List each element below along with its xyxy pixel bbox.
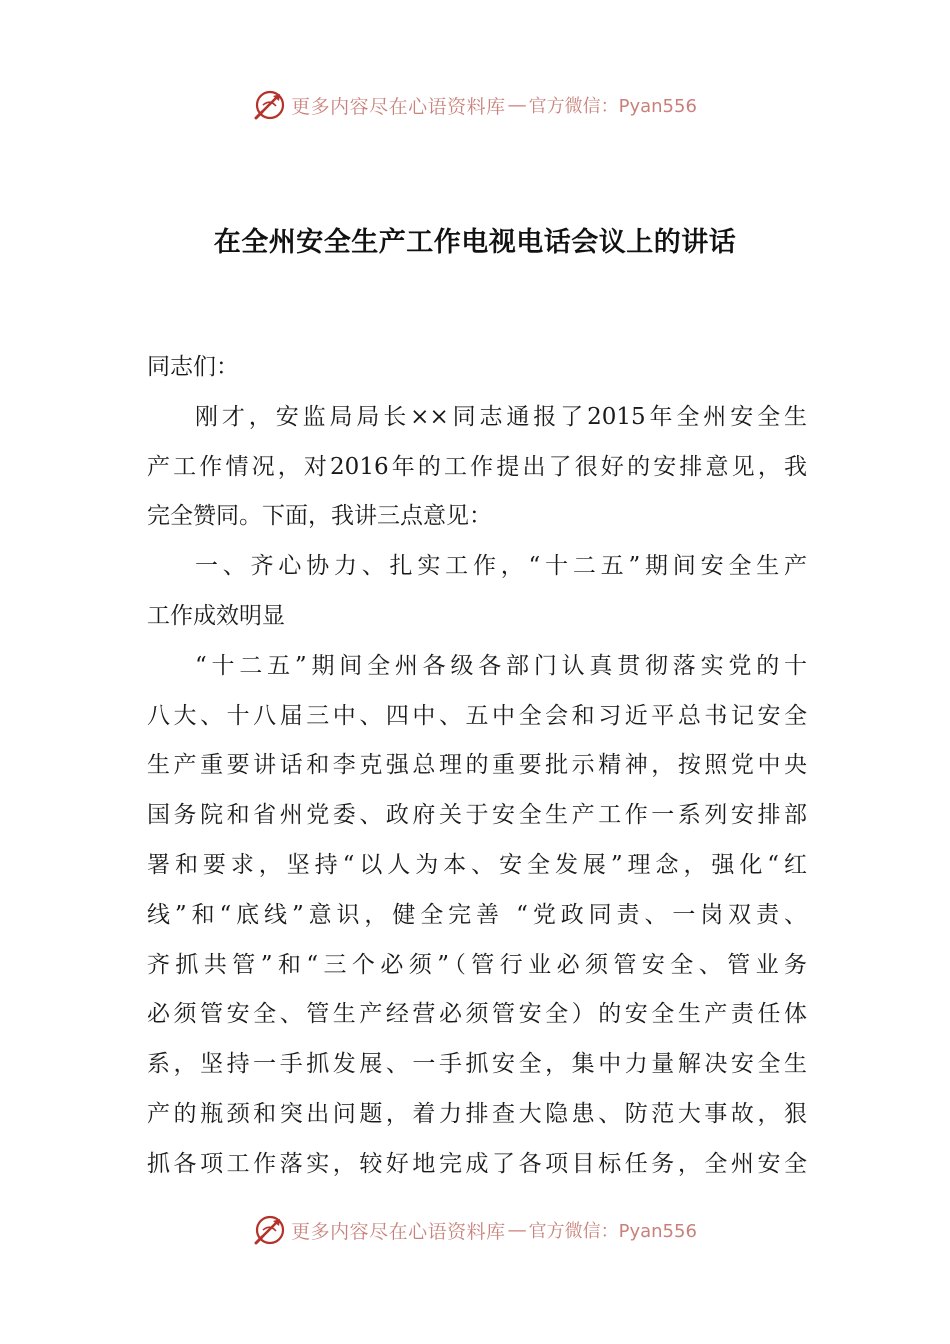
paragraph-line: 齐抓共管”和“三个必须”（管行业必须管安全、管业务 [147, 951, 807, 978]
footer-banner-sub: 官方微信：Pyan556 [528, 1221, 697, 1242]
header-banner-sub: 官方微信：Pyan556 [528, 96, 697, 117]
document-title: 在全州安全生产工作电视电话会议上的讲话 [213, 227, 737, 258]
footer-banner-main: 更多内容尽在心语资料库 [291, 1220, 506, 1243]
paragraph-line: 八大、十八届三中、四中、五中全会和习近平总书记安全 [147, 702, 807, 729]
paragraph-line: 产工作情况，对2016年的工作提出了很好的安排意见，我 [147, 453, 807, 480]
paragraph-line: 抓各项工作落实，较好地完成了各项目标任务，全州安全 [147, 1150, 807, 1177]
paragraph-line: “十二五”期间全州各级各部门认真贯彻落实党的十 [195, 652, 807, 679]
section-heading-line: 工作成效明显 [147, 602, 285, 629]
paragraph-line: 系，坚持一手抓发展、一手抓安全，集中力量解决安全生 [147, 1051, 807, 1078]
salutation: 同志们： [147, 354, 239, 380]
paragraph-line: 国务院和省州党委、政府关于安全生产工作一系列安排部 [147, 802, 807, 829]
pen-nib-circle-logo-icon [253, 88, 287, 122]
paragraph-line: 生产重要讲话和李克强总理的重要批示精神，按照党中央 [147, 752, 807, 779]
document-body [147, 343, 807, 1190]
paragraph-line: 署和要求，坚持“以人为本、安全发展”理念，强化“红 [147, 851, 807, 878]
paragraph-line: 刚才，安监局局长××同志通报了2015年全州安全生 [195, 403, 807, 430]
footer-banner [0, 1210, 950, 1250]
paragraph-line: 必须管安全、管生产经营必须管安全）的安全生产责任体 [147, 1001, 807, 1028]
paragraph-line: 完全赞同。下面，我讲三点意见： [147, 503, 492, 530]
header-banner [0, 85, 950, 125]
paragraph-line: 线”和“底线”意识，健全完善 “党政同责、一岗双责、 [147, 901, 807, 928]
footer-banner-dash: — [507, 1219, 527, 1241]
section-heading-line: 一、齐心协力、扎实工作，“十二五”期间安全生产 [195, 553, 807, 580]
pen-nib-circle-logo-icon [253, 1213, 287, 1247]
header-banner-dash: — [507, 94, 527, 116]
header-banner-main: 更多内容尽在心语资料库 [291, 95, 506, 118]
paragraph-line: 产的瓶颈和突出问题，着力排查大隐患、防范大事故，狠 [147, 1100, 807, 1127]
